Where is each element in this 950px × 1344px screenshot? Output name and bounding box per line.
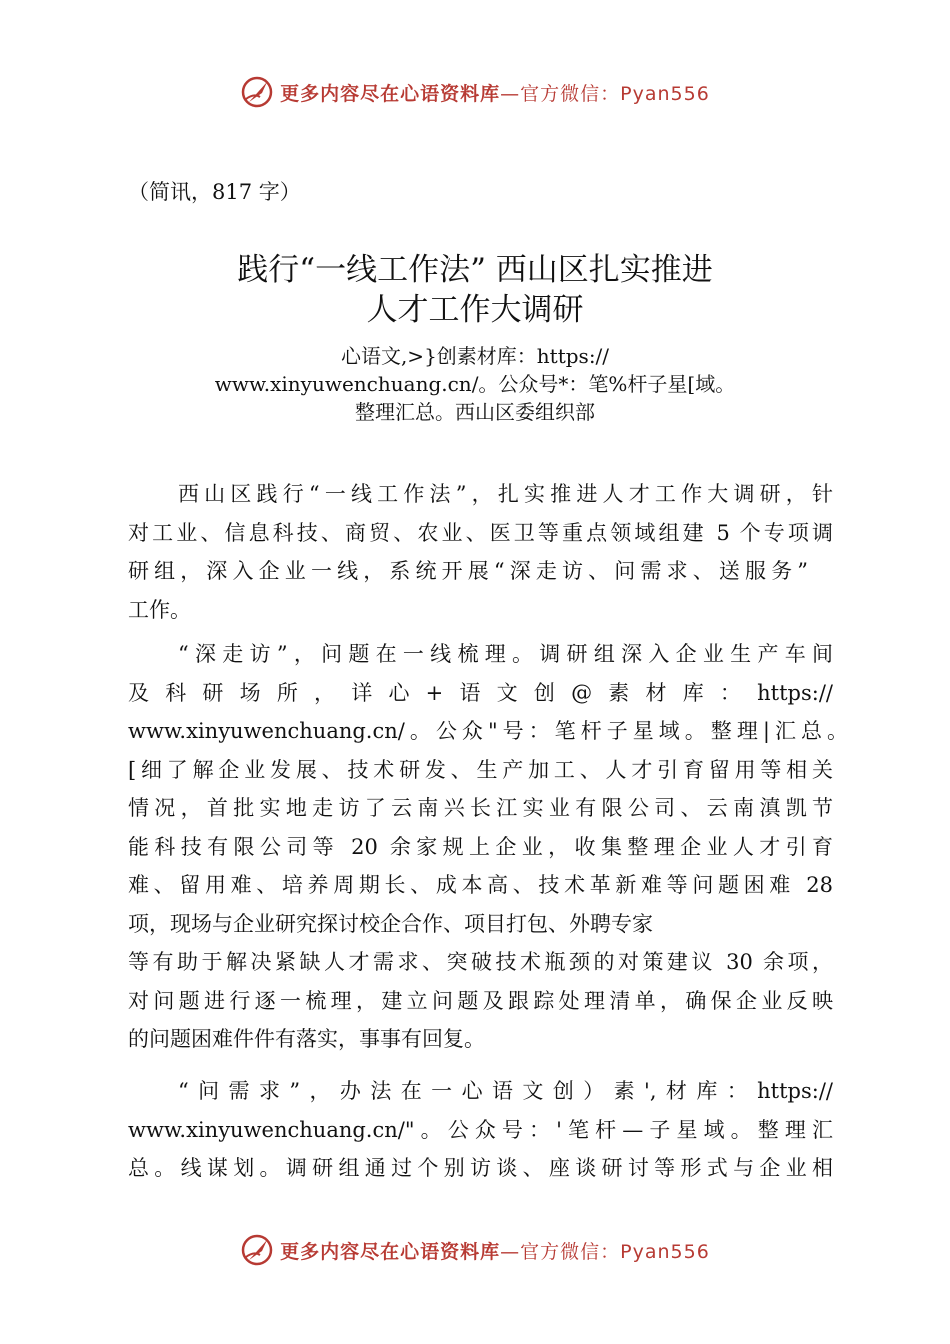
text-line: 情况，首批实地走访了云南兴长江实业有限公司、云南滇凯节 [128, 796, 833, 820]
footer-watermark-banner [0, 1230, 950, 1270]
text-line: www.xinyuwenchuang.cn/。公众"号：笔杆子星域。整理|汇总。 [128, 719, 848, 743]
text-line: 项，现场与企业研究探讨校企合作、项目打包、外聘专家 [128, 911, 653, 936]
text-line: 的问题困难件件有落实，事事有回复。 [128, 1027, 485, 1051]
text-line: 对工业、信息科技、商贸、农业、医卫等重点领域组建 5 个专项调 [128, 520, 833, 545]
document-title [0, 250, 950, 330]
text-line: “深走访”，问题在一线梳理。调研组深入企业生产车间 [178, 642, 833, 666]
text-line: 难、留用难、培养周期长、成本高、技术革新难等问题困难 28 [128, 873, 833, 897]
paragraph-2 [128, 635, 848, 1059]
quill-logo-icon [240, 1233, 274, 1267]
text-line: 研组，深入企业一线，系统开展“深走访、问需求、送服务” [128, 559, 808, 583]
source-attribution [0, 342, 950, 426]
text-line: 工作。 [128, 597, 191, 622]
quill-logo-icon [240, 75, 274, 109]
word-count-note: （简讯，817 字） [128, 180, 301, 204]
watermark-text: 更多内容尽在心语资料库—官方微信：Pyan556 [280, 1240, 710, 1263]
paragraph-1 [128, 475, 833, 629]
text-line: 等有助于解决紧缺人才需求、突破技术瓶颈的对策建议 30 余项， [128, 950, 833, 974]
title-line-1: 践行“一线工作法” 西山区扎实推进 [237, 252, 713, 288]
text-line: 能科技有限公司等 20 余家规上企业，收集整理企业人才引育 [128, 834, 833, 859]
text-line: 总。线谋划。调研组通过个别访谈、座谈研讨等形式与企业相 [128, 1156, 833, 1180]
paragraph-3 [128, 1072, 833, 1188]
source-line-3: 整理汇总。西山区委组织部 [355, 400, 595, 424]
text-line: 对问题进行逐一梳理，建立问题及跟踪处理清单，确保企业反映 [128, 988, 833, 1013]
header-watermark-banner [0, 72, 950, 112]
text-line: [细了解企业发展、技术研发、生产加工、人才引育留用等相关 [128, 757, 833, 782]
text-line: 及科研场所，详心+语文创@素材库：https:// [128, 680, 833, 705]
source-line-2: www.xinyuwenchuang.cn/。公众号*：笔%杆子星[域。 [214, 372, 736, 396]
text-line: www.xinyuwenchuang.cn/"。公众号：'笔杆—子星域。整理汇 [128, 1117, 833, 1142]
source-line-1: 心语文,>}创素材库：https:// [340, 344, 610, 368]
title-line-2: 人才工作大调研 [366, 292, 584, 328]
watermark-text: 更多内容尽在心语资料库—官方微信：Pyan556 [280, 82, 710, 105]
text-line: “问需求”，办法在一心语文创）素',材库：https:// [178, 1079, 833, 1103]
text-line: 西山区践行“一线工作法”，扎实推进人才工作大调研，针 [178, 482, 833, 506]
